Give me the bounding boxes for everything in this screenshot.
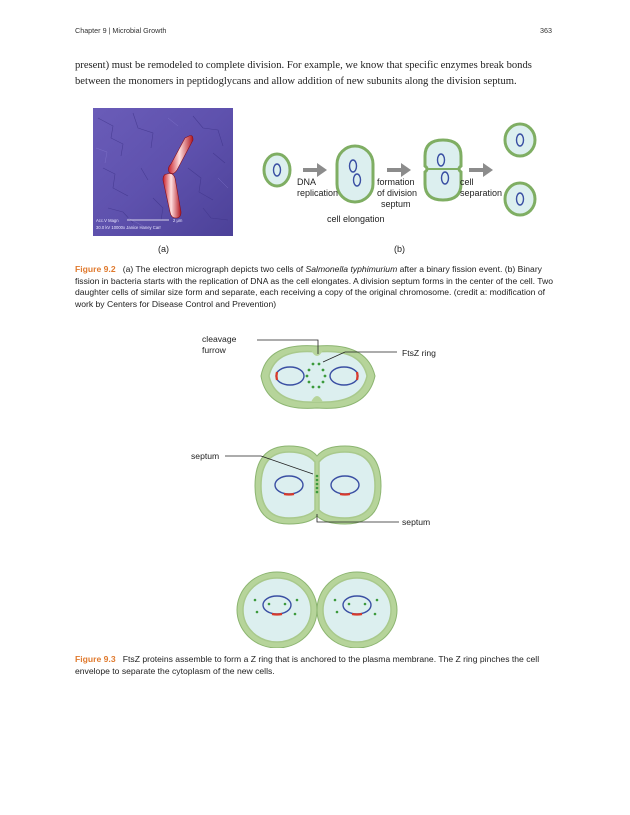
stage-cleavage <box>257 340 397 408</box>
figure-9-2-number: Figure 9.2 <box>75 264 116 274</box>
salmonella-micrograph <box>93 108 233 236</box>
cleavage-label-2: furrow <box>202 345 226 355</box>
formation-label-2: of division <box>377 188 418 198</box>
micrograph-info-2: 30.0 kV 10000x Janice Haney Carr <box>96 225 161 230</box>
separation-label-2: separation <box>460 188 503 198</box>
cell-elongation-label: cell elongation <box>327 214 385 224</box>
dna-replication-label-1: DNA <box>297 177 317 187</box>
caption-9-3-text: FtsZ proteins assemble to form a Z ring that is anchored to the plasma membrane. The Z ring pinches the cell envelope to separate the cytoplasm of the new cells. <box>75 654 540 676</box>
stage-separated <box>237 572 397 648</box>
micrograph-info-1: Acc.V Magn <box>96 218 119 223</box>
intro-paragraph: present) must be remodeled to complete division. For example, we know that specific enzymes break bonds between the monomers in peptidoglycans and allow addition of new subunits along the division septum. <box>75 60 532 87</box>
figure-9-2-caption <box>75 264 555 310</box>
septum-label-left: septum <box>191 451 220 461</box>
caption-9-2-species: Salmonella typhimurium <box>305 264 398 274</box>
ftsz-ring-diagram <box>185 328 445 648</box>
formation-label-1: formation <box>377 177 415 187</box>
page-number: 363 <box>540 26 552 35</box>
figure-9-3-number: Figure 9.3 <box>75 654 116 664</box>
separation-label-1: cell <box>460 177 474 187</box>
ftsz-ring-label: FtsZ ring <box>402 348 436 358</box>
septum-label-right: septum <box>402 517 431 527</box>
subfigure-label-a: (a) <box>158 244 169 254</box>
formation-label-3: septum <box>381 199 411 209</box>
chapter-header: Chapter 9 | Microbial Growth <box>75 26 167 35</box>
scale-bar-label: 2 μm <box>173 218 183 223</box>
cleavage-label-1: cleavage <box>202 334 237 344</box>
figure-9-3-caption <box>75 654 555 677</box>
caption-9-2-part-1: (a) The electron micrograph depicts two cells of <box>122 264 306 274</box>
subfigure-label-b: (b) <box>394 244 405 254</box>
caption-9-2-part-2: after a binary fission event. (b) Binary fission in bacteria starts with the replication of DNA as the cell elongates. A division septum forms in the center of the cell. Two daughter cells of similar size form and separate, each receiving a copy of the original chromosome. (credit a: modification of work by Centers for Disease Control and Prevention) <box>75 264 553 309</box>
dna-replication-label-2: replication <box>297 188 339 198</box>
binary-fission-diagram <box>255 118 555 238</box>
stage-septum <box>225 446 399 524</box>
